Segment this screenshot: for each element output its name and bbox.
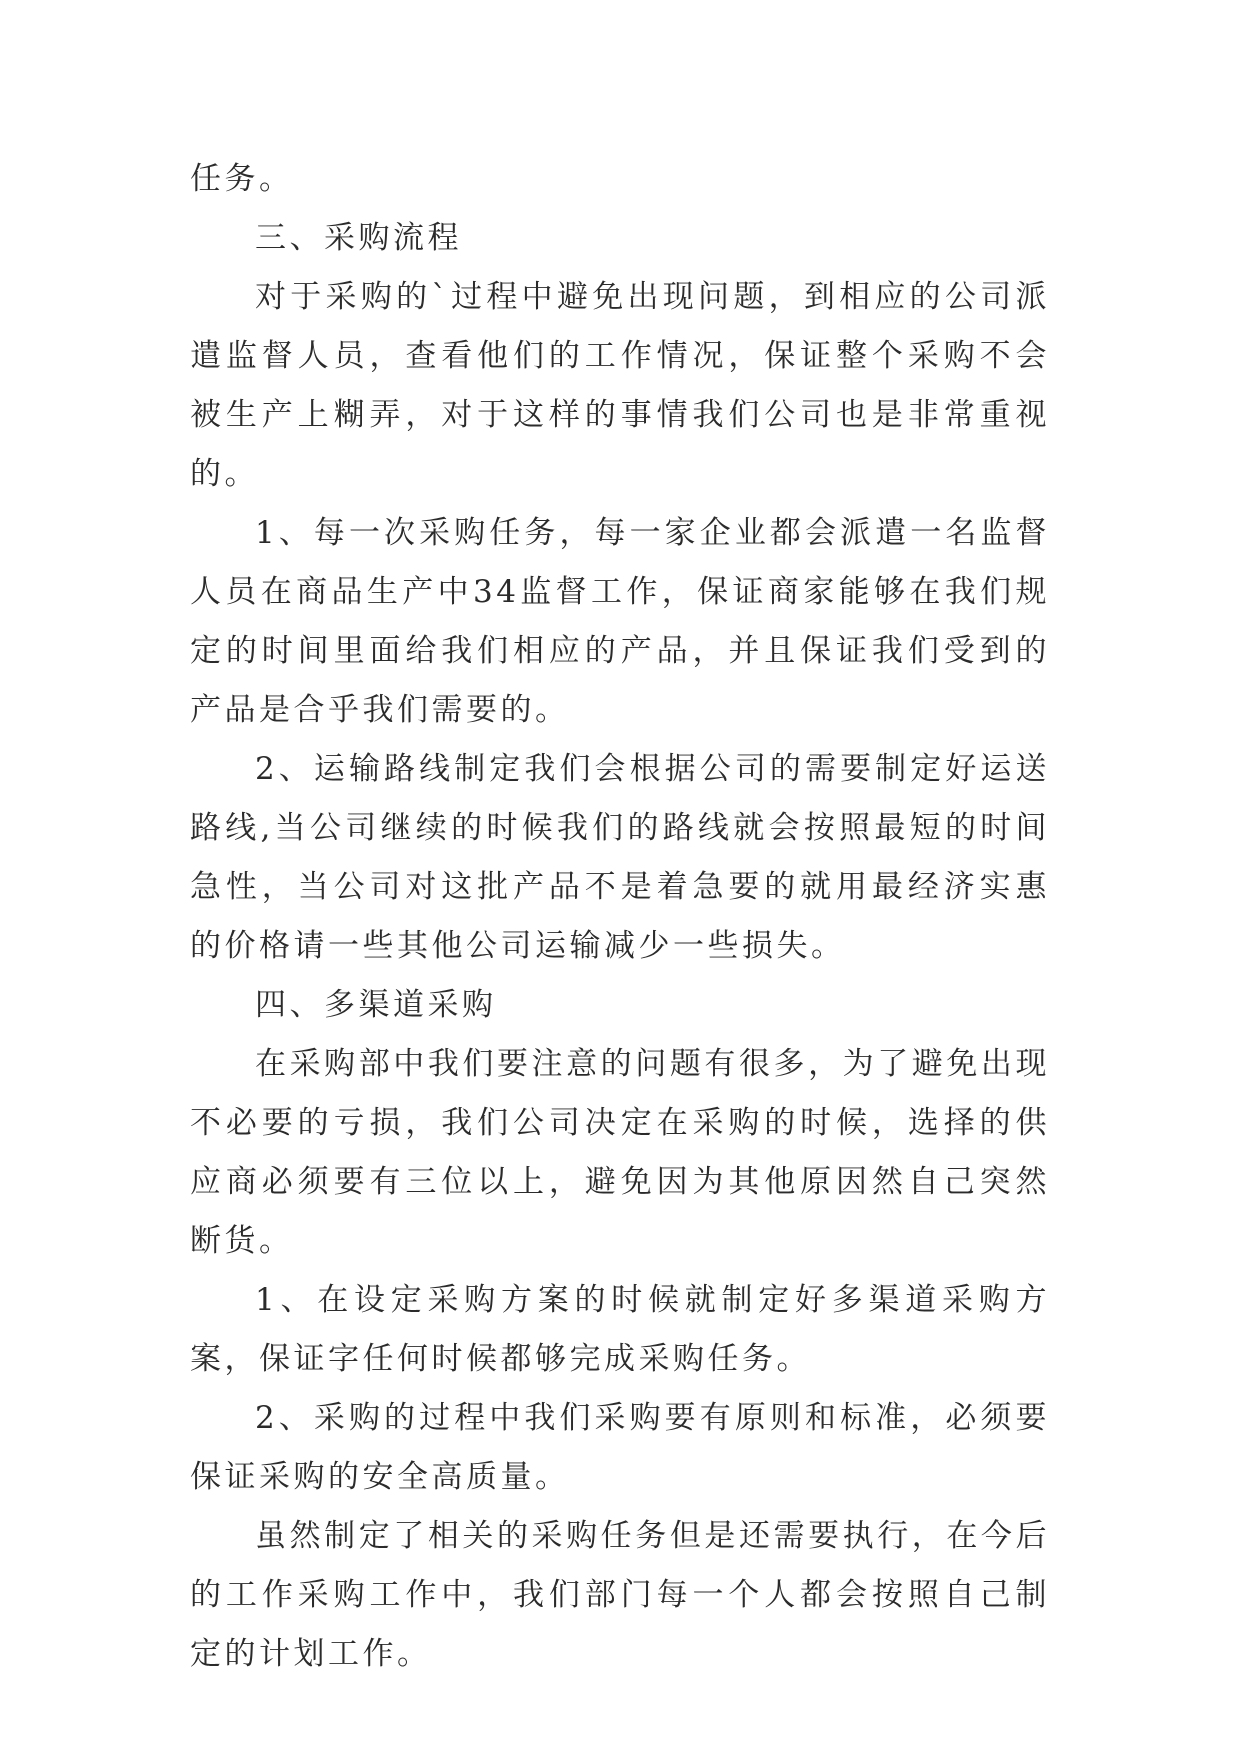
paragraph: 在采购部中我们要注意的问题有很多，为了避免出现不必要的亏损，我们公司决定在采购的时候，选择的供应商必须要有三位以上，避免因为其他原因然自己突然断货。 xyxy=(190,1046,1050,1259)
paragraph: 对于采购的`过程中避免出现问题，到相应的公司派遣监督人员，查看他们的工作情况，保证整个采购不会被生产上糊弄，对于这样的事情我们公司也是非常重视的。 xyxy=(190,279,1050,492)
section-heading-multichannel-procurement: 四、多渠道采购 xyxy=(255,987,497,1023)
paragraph: 2、运输路线制定我们会根据公司的需要制定好运送路线,当公司继续的时候我们的路线就会按照最短的时间急性，当公司对这批产品不是着急要的就用最经济实惠的价格请一些其他公司运输减少一些损失。 xyxy=(190,751,1050,964)
paragraph: 1、每一次采购任务，每一家企业都会派遣一名监督人员在商品生产中34监督工作，保证商家能够在我们规定的时间里面给我们相应的产品，并且保证我们受到的产品是合乎我们需要的。 xyxy=(190,515,1050,728)
document-body xyxy=(190,150,1050,1684)
paragraph-continuation: 任务。 xyxy=(190,161,294,197)
paragraph: 2、采购的过程中我们采购要有原则和标准，必须要保证采购的安全高质量。 xyxy=(190,1400,1050,1495)
section-heading-procurement-process: 三、采购流程 xyxy=(255,220,462,256)
paragraph: 1、在设定采购方案的时候就制定好多渠道采购方案，保证字任何时候都够完成采购任务。 xyxy=(190,1282,1050,1377)
paragraph: 虽然制定了相关的采购任务但是还需要执行，在今后的工作采购工作中，我们部门每一个人都会按照自己制定的计划工作。 xyxy=(190,1518,1050,1672)
